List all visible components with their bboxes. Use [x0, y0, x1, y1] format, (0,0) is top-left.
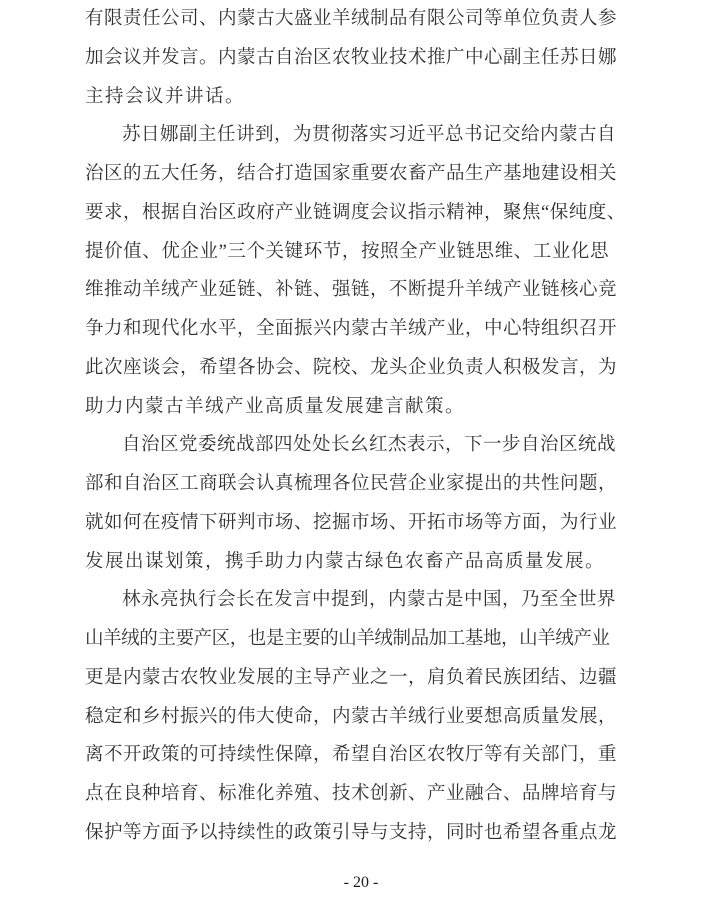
text-line: 稳定和乡村振兴的伟大使命，内蒙古羊绒行业要想高质量发展， — [85, 706, 618, 727]
text-line: 争力和现代化水平，全面振兴内蒙古羊绒产业，中心特组织召开 — [85, 319, 618, 339]
text-line: 就如何在疫情下研判市场、挖掘市场、开拓市场等方面，为行业 — [85, 512, 618, 533]
document-body — [85, 0, 626, 853]
text-line: 苏日娜副主任讲到，为贯彻落实习近平总书记交给内蒙古自 — [122, 125, 617, 146]
text-line: 更是内蒙古农牧业发展的主导产业之一，肩负着民族团结、边疆 — [85, 667, 618, 688]
text-line: 主持会议并讲话。 — [85, 86, 246, 107]
text-line: 有限责任公司、内蒙古大盛业羊绒制品有限公司等单位负责人参 — [85, 9, 618, 29]
text-line: 加会议并发言。内蒙古自治区农牧业技术推广中心副主任苏日娜 — [85, 47, 618, 68]
text-line: 此次座谈会，希望各协会、院校、龙头企业负责人积极发言，为 — [85, 357, 618, 378]
text-line: 点在良种培育、标准化养殖、技术创新、产业融合、品牌培育与 — [85, 784, 618, 804]
text-line: 离不开政策的可持续性保障，希望自治区农牧厅等有关部门，重 — [85, 745, 618, 766]
text-line: 部和自治区工商联会认真梳理各位民营企业家提出的共性问题， — [85, 474, 618, 494]
text-line: 提价值、优企业”三个关键环节，按照全产业链思维、工业化思 — [85, 241, 609, 262]
page-number: - 20 - — [343, 874, 379, 891]
text-line: 发展出谋划策，携手助力内蒙古绿色农畜产品高质量发展。 — [85, 551, 606, 572]
text-line: 要求，根据自治区政府产业链调度会议指示精神，聚焦“保纯度、 — [85, 202, 626, 223]
text-line: 山羊绒的主要产区，也是主要的山羊绒制品加工基地，山羊绒产业 — [85, 629, 609, 649]
text-line: 维推动羊绒产业延链、补链、强链，不断提升羊绒产业链核心竞 — [85, 280, 618, 301]
text-line: 助力内蒙古羊绒产业高质量发展建言献策。 — [85, 396, 466, 417]
text-line: 自治区党委统战部四处处长幺红杰表示，下一步自治区统战 — [122, 435, 617, 456]
text-line: 林永亮执行会长在发言中提到，内蒙古是中国，乃至全世界 — [122, 590, 617, 611]
text-line: 保护等方面予以持续性的政策引导与支持，同时也希望各重点龙 — [85, 822, 618, 843]
text-line: 治区的五大任务，结合打造国家重要农畜产品生产基地建设相关 — [85, 164, 618, 184]
